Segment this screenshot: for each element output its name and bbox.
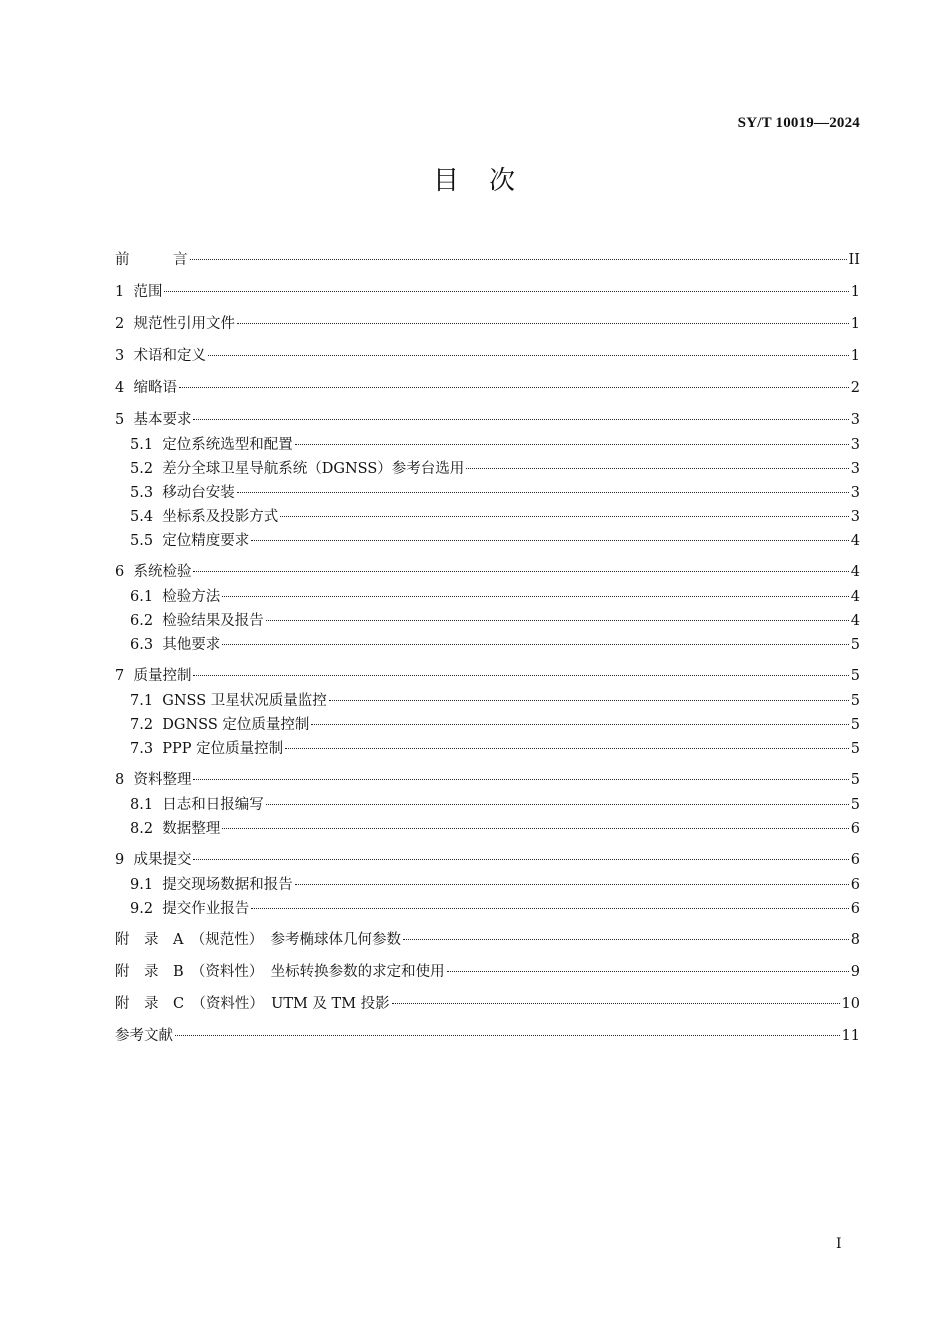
toc-entry[interactable] [130,433,860,455]
toc-entry-label: 1 范围 [115,284,163,300]
toc-entry-label: 8.1 日志和日报编写 [130,797,264,813]
toc-leader-dots [280,516,848,517]
toc-entry[interactable] [130,737,860,759]
toc-entry-page: 5 [850,637,860,653]
toc-entry[interactable] [130,713,860,735]
toc-entry-label: 5.5 定位精度要求 [130,533,250,549]
toc-entry[interactable] [130,505,860,527]
toc-entry-label: 2 规范性引用文件 [115,316,235,332]
toc-leader-dots [164,291,848,292]
toc-leader-dots [193,859,848,860]
toc-leader-dots [251,908,848,909]
toc-entry-page: 4 [850,533,860,549]
toc-entry-label: 6 系统检验 [115,564,192,580]
toc-entry-label: 6.1 检验方法 [130,589,221,605]
toc-entry-page: II [848,252,860,268]
toc-entry[interactable] [115,768,860,790]
toc-leader-dots [295,444,849,445]
toc-leader-dots [193,571,848,572]
toc-entry-label: 5 基本要求 [115,412,192,428]
toc-entry-label: 9.1 提交现场数据和报告 [130,877,293,893]
toc-entry[interactable] [115,1024,860,1046]
toc-entry-page: 8 [850,932,860,948]
toc-entry[interactable] [115,408,860,430]
toc-entry-page: 3 [850,461,860,477]
toc-leader-dots [311,724,848,725]
toc-leader-dots [266,804,849,805]
toc-entry-label: 7 质量控制 [115,668,192,684]
toc-entry-page: 6 [850,877,860,893]
footer-page-number: I [836,1236,842,1252]
toc-entry-label: 3 术语和定义 [115,348,206,364]
toc-entry[interactable] [115,248,860,270]
toc-entry-label: 4 缩略语 [115,380,177,396]
toc-entry-label: 参考文献 [115,1028,173,1044]
toc-entry-label: 5.3 移动台安装 [130,485,235,501]
toc-entry-page: 9 [850,964,860,980]
toc-entry-page: 5 [850,717,860,733]
toc-leader-dots [466,468,848,469]
toc-entry-label: 附 录 A （规范性） 参考椭球体几何参数 [115,932,401,948]
toc-entry-label: 9 成果提交 [115,852,192,868]
toc-entry[interactable] [115,992,860,1014]
toc-leader-dots [392,1003,840,1004]
toc-entry-label: 9.2 提交作业报告 [130,901,250,917]
toc-entry[interactable] [115,376,860,398]
toc-entry-label: 5.4 坐标系及投影方式 [130,509,279,525]
toc-entry-label: 8 资料整理 [115,772,192,788]
toc-leader-dots [251,540,848,541]
toc-leader-dots [179,387,849,388]
toc-entry-label: 6.3 其他要求 [130,637,221,653]
toc-entry-page: 4 [850,564,860,580]
toc-entry-page: 1 [850,316,860,332]
toc-entry-page: 3 [850,485,860,501]
toc-entry-label: 7.1 GNSS 卫星状况质量监控 [130,693,327,709]
toc-entry-label: 附 录 B （资料性） 坐标转换参数的求定和使用 [115,964,445,980]
toc-entry-label: 8.2 数据整理 [130,821,221,837]
toc-entry-page: 3 [850,509,860,525]
toc-entry[interactable] [130,633,860,655]
toc-leader-dots [190,259,847,260]
toc-entry-page: 6 [850,901,860,917]
toc-leader-dots [295,884,849,885]
toc-entry-label: 6.2 检验结果及报告 [130,613,264,629]
toc-entry[interactable] [115,848,860,870]
toc-entry[interactable] [115,560,860,582]
toc-entry-page: 3 [850,437,860,453]
toc-entry-page: 1 [850,284,860,300]
toc-entry-label: 附 录 C （资料性） UTM 及 TM 投影 [115,996,390,1012]
toc-entry[interactable] [115,960,860,982]
toc-entry-label: 前 言 [115,252,188,268]
page-title: 目 次 [432,166,517,196]
toc-entry-label: 5.2 差分全球卫星导航系统（DGNSS）参考台选用 [130,461,465,477]
toc-entry-page: 5 [850,797,860,813]
toc-leader-dots [329,700,849,701]
toc-leader-dots [403,939,849,940]
toc-entry[interactable] [130,873,860,895]
toc-entry[interactable] [115,344,860,366]
toc-leader-dots [193,779,848,780]
toc-entry[interactable] [115,280,860,302]
toc-leader-dots [285,748,849,749]
toc-entry[interactable] [115,928,860,950]
toc-leader-dots [175,1035,840,1036]
toc-entry-label: 7.2 DGNSS 定位质量控制 [130,717,310,733]
toc-leader-dots [208,355,849,356]
toc-entry[interactable] [130,457,860,479]
toc-entry-page: 5 [850,772,860,788]
toc-entry-page: 5 [850,741,860,757]
toc-entry-page: 11 [841,1028,860,1044]
toc-entry[interactable] [130,585,860,607]
toc-leader-dots [266,620,849,621]
toc-entry-page: 2 [850,380,860,396]
toc-entry-page: 4 [850,589,860,605]
toc-entry[interactable] [130,481,860,503]
toc-leader-dots [193,675,848,676]
toc-entry-page: 3 [850,412,860,428]
toc-entry[interactable] [130,817,860,839]
toc-entry-page: 5 [850,668,860,684]
standard-code: SY/T 10019—2024 [737,115,860,131]
toc-entry-page: 6 [850,821,860,837]
toc-entry-page: 5 [850,693,860,709]
toc-leader-dots [447,971,849,972]
toc-leader-dots [237,323,849,324]
toc-leader-dots [222,644,848,645]
toc-entry-label: 5.1 定位系统选型和配置 [130,437,293,453]
toc-entry-page: 10 [841,996,860,1012]
toc-entry-page: 1 [850,348,860,364]
toc-entry[interactable] [115,312,860,334]
toc-leader-dots [222,828,848,829]
toc-leader-dots [193,419,848,420]
toc-entry[interactable] [130,529,860,551]
toc-entry[interactable] [130,609,860,631]
toc-entry[interactable] [115,664,860,686]
toc-entry-page: 4 [850,613,860,629]
toc-entry[interactable] [130,689,860,711]
toc-leader-dots [237,492,849,493]
toc-entry-page: 6 [850,852,860,868]
toc-leader-dots [222,596,848,597]
toc-entry-label: 7.3 PPP 定位质量控制 [130,741,284,757]
toc-entry[interactable] [130,793,860,815]
toc-entry[interactable] [130,897,860,919]
